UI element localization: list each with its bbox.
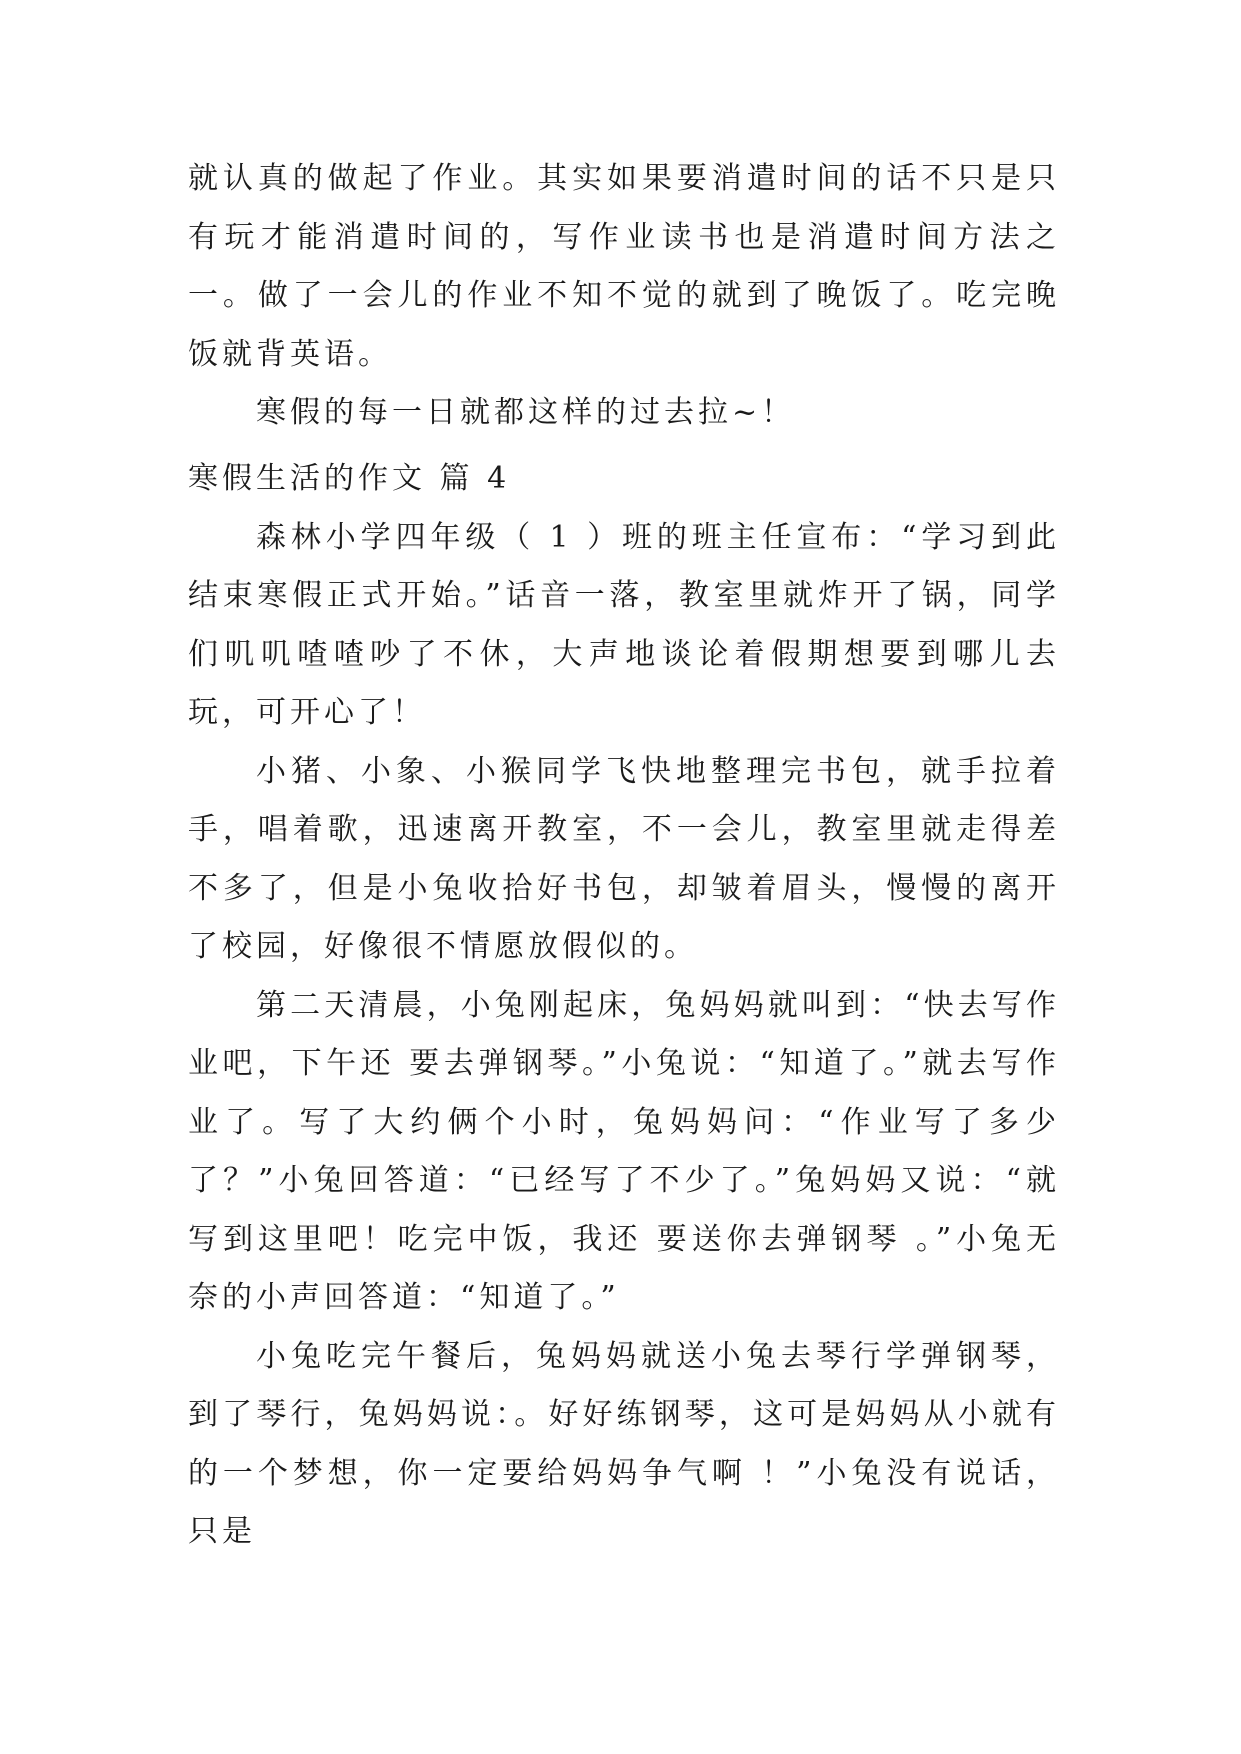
essay-paragraph: 第二天清晨，小兔刚起床，兔妈妈就叫到：“快去写作业吧，下午还 要去弹钢琴。”小兔说：“知道了。”就去写作业了。写了大约俩个小时，兔妈妈问：“作业写了多少了？”小兔回答道：“已经写了不少了。”兔妈妈又说：“就写到这里吧！吃完中饭，我还 要送你去弹钢琴 。”小兔无奈的小声回答道：“知道了。” [188,987,1060,1315]
essay-section [188,450,1060,1562]
essay-paragraph: 森林小学四年级（ 1 ）班的班主任宣布：“学习到此结束寒假正式开始。”话音一落，教室里就炸开了锅，同学们叽叽喳喳吵了不休，大声地谈论着假期想要到哪儿去玩，可开心了！ [188,519,1060,730]
continuation-section [188,150,1060,443]
section-heading: 寒假生活的作文 篇 4 [188,461,511,496]
essay-paragraph: 小猪、小象、小猴同学飞快地整理完书包，就手拉着手，唱着歌，迅速离开教室，不一会儿，教室里就走得差不多了，但是小兔收拾好书包，却皱着眉头，慢慢的离开了校园，好像很不情愿放假似的。 [188,753,1060,964]
essay-paragraph: 小兔吃完午餐后，兔妈妈就送小兔去琴行学弹钢琴，到了琴行，兔妈妈说：。好好练钢琴，这可是妈妈从小就有的一个梦想，你一定要给妈妈争气啊 ！”小兔没有说话，只是 [188,1338,1060,1549]
continuation-paragraph: 就认真的做起了作业。其实如果要消遣时间的话不只是只有玩才能消遣时间的，写作业读书也是消遣时间方法之一。做了一会儿的作业不知不觉的就到了晚饭了。吃完晚饭就背英语。 [188,161,1060,372]
continuation-closing-paragraph: 寒假的每一日就都这样的过去拉~！ [256,395,796,430]
